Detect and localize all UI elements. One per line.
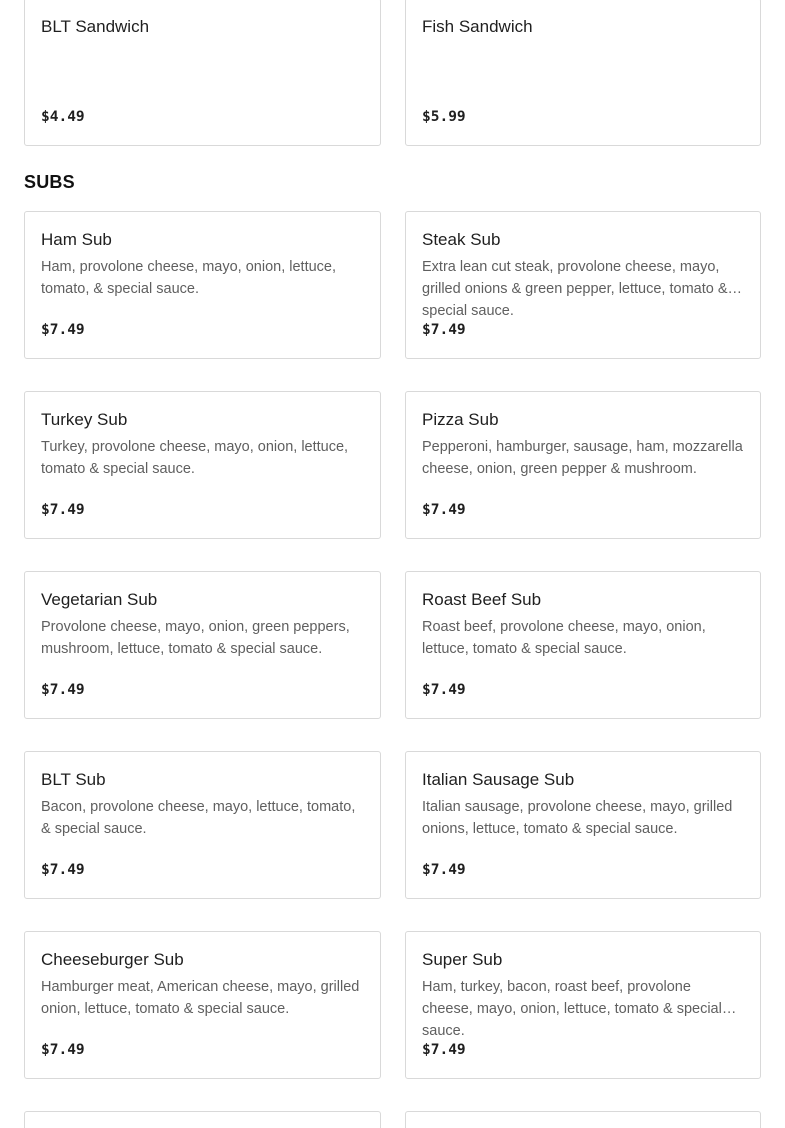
menu-item-name: Fish Sandwich xyxy=(422,17,533,36)
menu-item-description: Hamburger meat, American cheese, mayo, grilled onion, lettuce, tomato & special sauce. xyxy=(41,979,360,1017)
menu-item-price: $5.99 xyxy=(422,109,466,125)
menu-item-description: Turkey, provolone cheese, mayo, onion, lettuce, tomato & special sauce. xyxy=(41,439,349,477)
menu-item-card[interactable] xyxy=(24,391,381,539)
menu-item-description: Bacon, provolone cheese, mayo, lettuce, tomato, & special sauce. xyxy=(41,799,356,837)
menu-item-description: Ham, turkey, bacon, roast beef, provolone cheese, mayo, onion, lettuce, tomato & special sauce. xyxy=(422,979,722,1039)
menu-item-description: Italian sausage, provolone cheese, mayo, grilled onions, lettuce, tomato & special sauce. xyxy=(422,799,733,837)
menu-item-card[interactable] xyxy=(24,1111,381,1128)
menu-item-price: $7.49 xyxy=(422,1042,466,1058)
menu-item-description: Ham, provolone cheese, mayo, onion, lettuce, tomato, & special sauce. xyxy=(41,259,336,297)
menu-item-name: Roast Beef Sub xyxy=(422,590,542,609)
menu-item-price: $7.49 xyxy=(422,862,466,878)
menu-item-name: Pizza Sub xyxy=(422,410,499,429)
menu-item-card[interactable] xyxy=(405,1111,761,1128)
menu-item-name: BLT Sub xyxy=(41,770,106,789)
menu-item-card[interactable] xyxy=(405,751,761,899)
menu-item-description: Pepperoni, hamburger, sausage, ham, mozzarella cheese, onion, green pepper & mushroom. xyxy=(422,439,743,477)
menu-item-card[interactable] xyxy=(405,0,761,146)
menu-item-card[interactable] xyxy=(24,0,381,146)
menu-item-card[interactable] xyxy=(24,211,381,359)
menu-item-price: $7.49 xyxy=(41,862,85,878)
menu-item-card[interactable] xyxy=(405,391,761,539)
menu-item-name: Turkey Sub xyxy=(41,410,128,429)
menu-item-description: Roast beef, provolone cheese, mayo, onion, lettuce, tomato & special sauce. xyxy=(422,619,706,657)
menu-item-name: Cheeseburger Sub xyxy=(41,950,184,969)
menu-item-card[interactable] xyxy=(405,571,761,719)
menu-item-price: $7.49 xyxy=(41,502,85,518)
menu-item-name: Vegetarian Sub xyxy=(41,590,158,609)
menu-item-card[interactable] xyxy=(405,931,761,1079)
menu-item-card[interactable] xyxy=(24,571,381,719)
menu-item-card[interactable] xyxy=(405,211,761,359)
menu-item-card[interactable] xyxy=(24,751,381,899)
menu-item-description: Extra lean cut steak, provolone cheese, mayo, grilled onions & green pepper, lettuce, tomato & special sauce. xyxy=(422,259,728,319)
menu-item-card[interactable] xyxy=(24,931,381,1079)
menu-item-name: Super Sub xyxy=(422,950,503,969)
menu-item-price: $7.49 xyxy=(41,1042,85,1058)
section-title: SUBS xyxy=(24,172,75,192)
menu-item-price: $4.49 xyxy=(41,109,85,125)
menu-item-price: $7.49 xyxy=(422,682,466,698)
menu-item-price: $7.49 xyxy=(422,502,466,518)
menu-item-name: Steak Sub xyxy=(422,230,501,249)
menu-item-price: $7.49 xyxy=(41,682,85,698)
menu-item-price: $7.49 xyxy=(41,322,85,338)
menu-item-name: BLT Sandwich xyxy=(41,17,150,36)
menu-item-description: Provolone cheese, mayo, onion, green peppers, mushroom, lettuce, tomato & special sauce. xyxy=(41,619,350,657)
menu-item-price: $7.49 xyxy=(422,322,466,338)
menu-item-name: Ham Sub xyxy=(41,230,112,249)
menu-item-name: Italian Sausage Sub xyxy=(422,770,575,789)
